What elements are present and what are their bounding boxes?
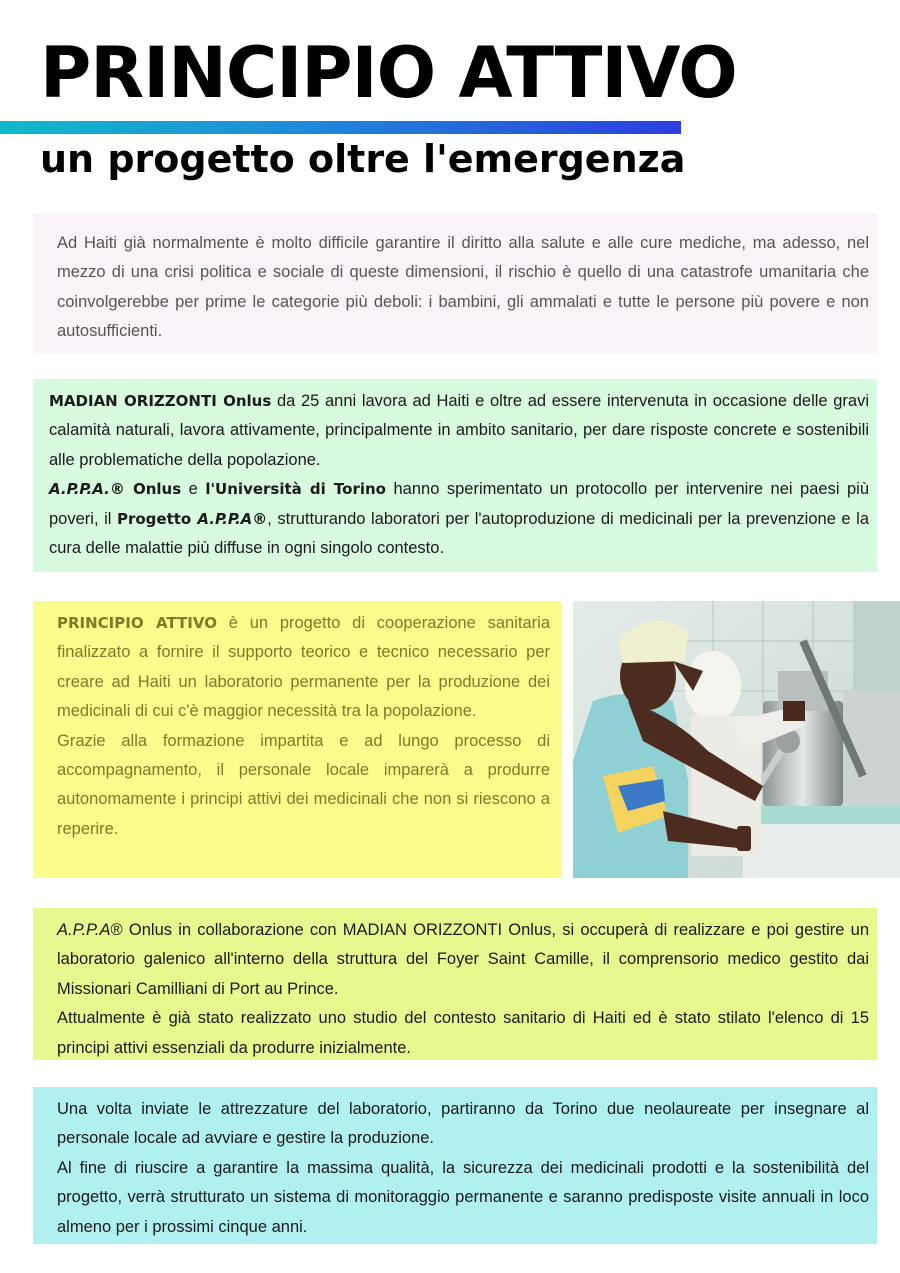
laboratory-photo — [573, 601, 900, 878]
appa-paragraph-1: A.P.P.A® Onlus in collaborazione con MADIAN ORIZZONTI Onlus, si occuperà di realizzare e poi gestire un laboratorio galenico all'interno della struttura del Foyer Saint Camille, il comprensorio medico gestito dai Missionari Camilliani di Port au Prince. — [57, 921, 869, 998]
principio-box — [33, 601, 562, 878]
page-title: PRINCIPIO ATTIVO — [40, 32, 737, 114]
madian-box — [33, 379, 877, 572]
volta-paragraph-2: Al fine di riuscire a garantire la massima qualità, la sicurezza dei medicinali prodotti e la sostenibilità del progetto, verrà strutturato un sistema di monitoraggio permanente e saranno predisposte visite annuali in loco almeno per i prossimi cinque anni. — [57, 1158, 869, 1236]
intro-paragraph: Ad Haiti già normalmente è molto difficile garantire il diritto alla salute e alle cure mediche, ma adesso, nel mezzo di una crisi politica e sociale di queste dimensioni, il rischio è quello di una catastrofe umanitaria che coinvolgerebbe per prime le categorie più deboli: i bambini, gli ammalati e tutte le persone più povere e non autosufficienti. — [57, 234, 869, 341]
appa-paragraph-2: Attualmente è già stato realizzato uno studio del contesto sanitario di Haiti ed è stato stilato l'elenco di 15 principi attivi essenziali da produrre inizialmente. — [57, 1009, 869, 1057]
principio-paragraph-1: PRINCIPIO ATTIVO è un progetto di cooperazione sanitaria finalizzato a fornire il supporto teorico e tecnico necessario per creare ad Haiti un laboratorio permanente per la produzione dei medicinali di cui c'è maggior necessità tra la popolazione. — [57, 614, 550, 721]
page-subtitle: un progetto oltre l'emergenza — [40, 137, 686, 181]
university-name: l'Università di Torino — [205, 480, 386, 499]
title-gradient-bar — [0, 121, 681, 134]
madian-org-name: MADIAN ORIZZONTI Onlus — [49, 392, 272, 410]
volta-box — [33, 1087, 877, 1244]
volta-paragraph-1: Una volta inviate le attrezzature del laboratorio, partiranno da Torino due neolaureate per insegnare al personale locale ad avviare e gestire la produzione. — [57, 1100, 869, 1148]
principio-paragraph-2: Grazie alla formazione impartita e ad lungo processo di accompagnamento, il personale locale imparerà a produrre autonomamente i principi attivi dei medicinali che non si riescono a reperire. — [57, 731, 550, 838]
appa-box — [33, 908, 877, 1060]
progetto-name: Progetto — [116, 509, 198, 528]
madian-paragraph-2: A.P.P.A.® Onlus e l'Università di Torino hanno sperimentato un protocollo per intervenire nei paesi più poveri, il Progetto A.P.P.A®, strutturando laboratori per l'autoproduzione di medicinali per la prevenzione e la cura delle malattie più diffuse in ogni singolo contesto. — [49, 480, 869, 558]
intro-box — [33, 213, 877, 353]
principio-lead: PRINCIPIO ATTIVO — [57, 614, 217, 632]
appa-name: A.P.P.A. — [49, 480, 110, 499]
madian-paragraph-1: MADIAN ORIZZONTI Onlus da 25 anni lavora ad Haiti e oltre ad essere intervenuta in occasione delle gravi calamità naturali, lavora attivamente, principalmente in ambito sanitario, per dare risposte concrete e sostenibili alle problematiche della popolazione. — [49, 392, 870, 469]
appa-section-name: A.P.P.A — [57, 921, 111, 939]
